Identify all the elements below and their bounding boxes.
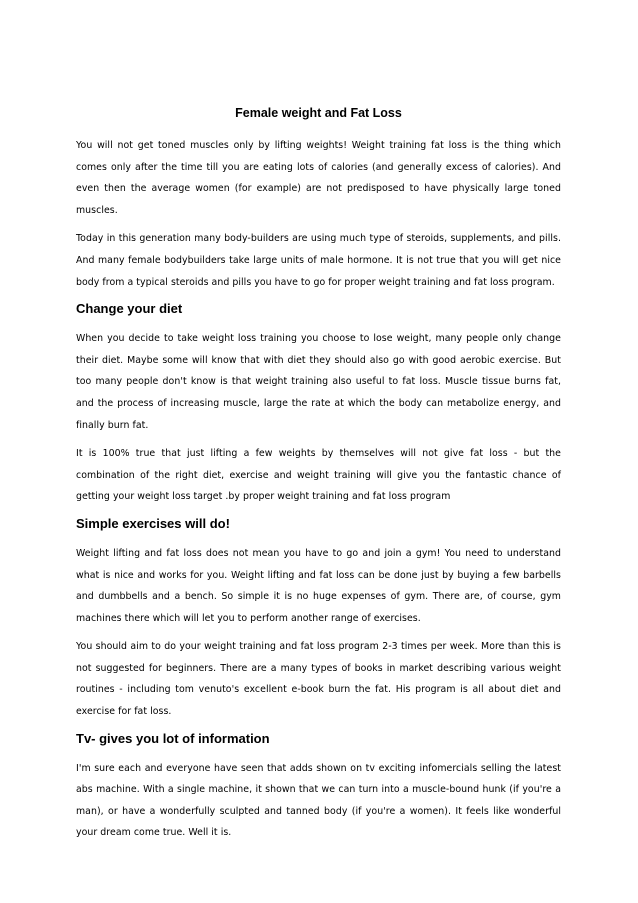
paragraph: You should aim to do your weight training and fat loss program 2-3 times per week. More than this is not suggested for beginners. There are a many types of books in market describing various weight routines - including tom venuto's excellent e-book burn the fat. His program is all about diet and exercise for fat loss.	[76, 641, 561, 718]
paragraph: Weight lifting and fat loss does not mean you have to go and join a gym! You need to understand what is nice and works for you. Weight lifting and fat loss can be done just by buying a few barbells and dumbbells and a bench. So simple it is no huge expenses of gym. There are, of course, gym machines there which will let you to perform another range of exercises.	[76, 547, 561, 624]
section-heading: Simple exercises will do!	[76, 515, 230, 531]
section-heading: Tv- gives you lot of information	[76, 730, 270, 746]
paragraph: It is 100% true that just lifting a few weights by themselves will not give fat loss - but the combination of the right diet, exercise and weight training will give you the fantastic chance of getting your weight loss target .by proper weight training and fat loss program	[76, 448, 561, 503]
paragraph: Today in this generation many body-builders are using much type of steroids, supplements, and pills. And many female bodybuilders take large units of male hormone. It is not true that you will get nice body from a typical steroids and pills you have to go for proper weight training and fat loss program.	[76, 233, 561, 288]
document-title: Female weight and Fat Loss	[235, 106, 402, 120]
paragraph: When you decide to take weight loss training you choose to lose weight, many people only change their diet. Maybe some will know that with diet they should also go with good aerobic exercise. But too many people don't know is that weight training also useful to fat loss. Muscle tissue burns fat, and the process of increasing muscle, large the rate at which the body can metabolize energy, and finally burn fat.	[76, 333, 561, 431]
paragraph: I'm sure each and everyone have seen that adds shown on tv exciting infomercials selling the latest abs machine. With a single machine, it shown that we can turn into a muscle-bound hunk (if you're a man), or have a wonderfully sculpted and tanned body (if you're a women). It feels like wonderful your dream come true. Well it is.	[76, 762, 561, 839]
document-body	[76, 105, 561, 851]
paragraph: You will not get toned muscles only by lifting weights! Weight training fat loss is the thing which comes only after the time till you are eating lots of calories (and generally excess of calories). And even then the average women (for example) are not predisposed to have physically large toned muscles.	[76, 140, 561, 216]
section-heading: Change your diet	[76, 301, 183, 317]
